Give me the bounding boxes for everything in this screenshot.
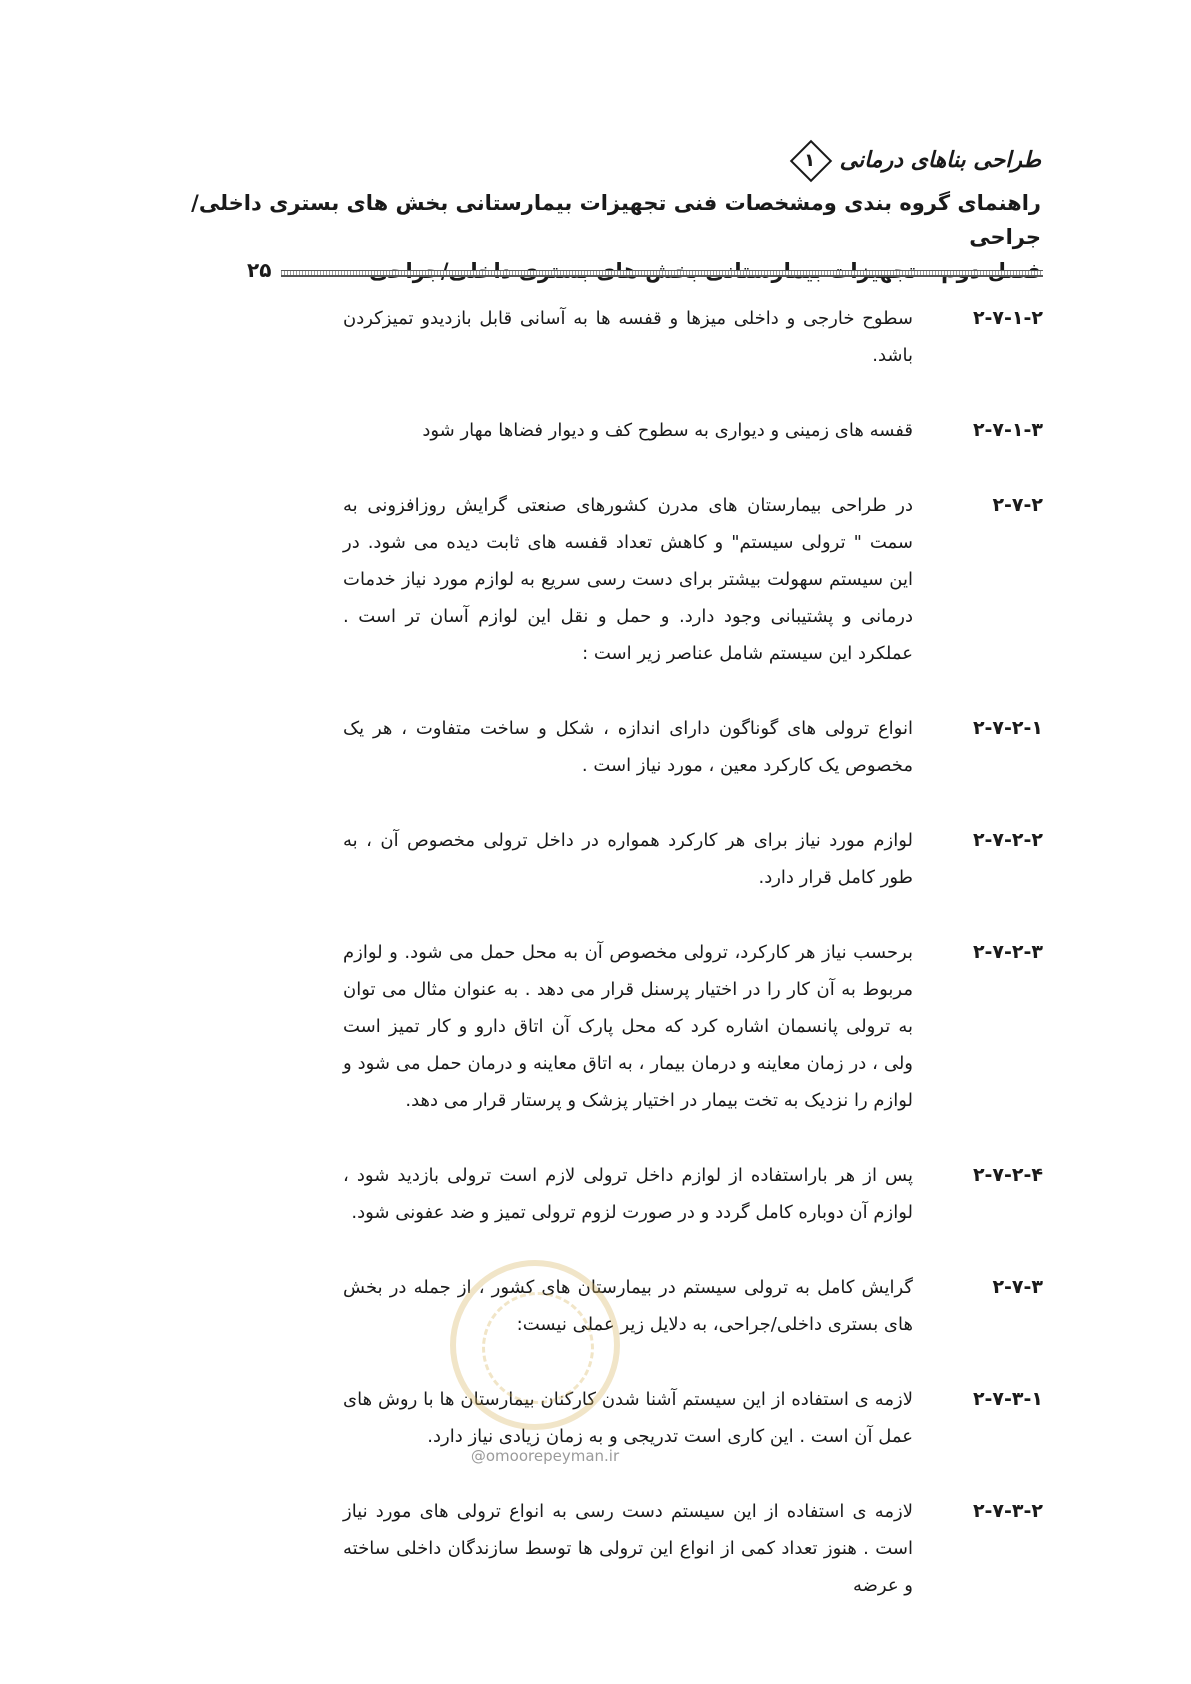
item-text: لوازم مورد نیاز برای هر کارکرد همواره در داخل ترولی مخصوص آن ، به طور کامل قرار دارد. xyxy=(343,830,913,888)
list-item xyxy=(243,1493,1043,1604)
item-number: ۲-۷-۲-۴ xyxy=(972,1164,1043,1186)
header-divider xyxy=(281,270,1043,277)
header-rule-row xyxy=(247,258,1043,284)
document-title: راهنمای گروه بندی ومشخصات فنی تجهیزات بیمارستانی بخش های بستری داخلی/جراحی xyxy=(191,191,1041,249)
list-item xyxy=(243,487,1043,672)
item-text: لازمه ی استفاده از این سیستم آشنا شدن کارکنان بیمارستان ها با روش های عمل آن است . این کاری است تدریجی و به زمان زیادی نیاز دارد. xyxy=(343,1389,913,1447)
item-number: ۲-۷-۳-۱ xyxy=(972,1388,1043,1410)
item-number: ۲-۷-۲ xyxy=(992,494,1043,516)
series-line xyxy=(141,138,1041,182)
item-number: ۲-۷-۲-۲ xyxy=(972,829,1043,851)
list-item xyxy=(243,412,1043,449)
item-text: گرایش کامل به ترولی سیستم در بیمارستان های کشور ، از جمله در بخش های بستری داخلی/جراحی، به دلایل زیر عملی نیست: xyxy=(343,1277,913,1335)
series-title: طراحی بناهای درمانی xyxy=(839,147,1041,173)
list-item xyxy=(243,1381,1043,1455)
list-item xyxy=(243,300,1043,374)
page-number: ۲۵ xyxy=(247,258,272,282)
item-number: ۲-۷-۲-۳ xyxy=(972,941,1043,963)
item-text: پس از هر باراستفاده از لوازم داخل ترولی لازم است ترولی بازدید شود ، لوازم آن دوباره کامل گردد و در صورت لزوم ترولی تمیز و ضد عفونی شود. xyxy=(343,1165,913,1223)
item-text: لازمه ی استفاده از این سیستم دست رسی به انواع ترولی های مورد نیاز است . هنوز تعداد کمی از انواع این ترولی ها توسط سازندگان داخلی ساخته و عرضه xyxy=(343,1501,913,1596)
item-text: انواع ترولی های گوناگون دارای اندازه ، شکل و ساخت متفاوت ، هر یک مخصوص یک کارکرد معین ، مورد نیاز است . xyxy=(343,718,913,776)
list-item xyxy=(243,934,1043,1119)
document-body xyxy=(243,300,1043,1642)
series-number: ۱ xyxy=(804,149,816,171)
watermark-site: @omoorepeyman.ir xyxy=(470,1447,620,1465)
item-text: سطوح خارجی و داخلی میزها و قفسه ها به آسانی قابل بازدیدو تمیزکردن باشد. xyxy=(343,308,913,366)
list-item xyxy=(243,710,1043,784)
list-item xyxy=(243,1269,1043,1343)
series-number-diamond-icon xyxy=(790,140,830,180)
item-number: ۲-۷-۳ xyxy=(992,1276,1043,1298)
item-text: برحسب نیاز هر کارکرد، ترولی مخصوص آن به محل حمل می شود. و لوازم مربوط به آن کار را در اختیار پرسنل قرار می دهد . به عنوان مثال می توان به ترولی پانسمان اشاره کرد که محل پارک آن اتاق دارو و کار تمیز است ولی ، در زمان معاینه و درمان بیمار ، به اتاق معاینه و درمان حمل می شود و لوازم را نزدیک به تخت بیمار در اختیار پزشک و پرستار قرار می دهد. xyxy=(343,942,913,1111)
list-item xyxy=(243,1157,1043,1231)
item-number: ۲-۷-۲-۱ xyxy=(972,717,1043,739)
item-number: ۲-۷-۱-۲ xyxy=(972,307,1043,329)
list-item xyxy=(243,822,1043,896)
item-number: ۲-۷-۱-۳ xyxy=(972,419,1043,441)
item-number: ۲-۷-۳-۲ xyxy=(972,1500,1043,1522)
item-text: در طراحی بیمارستان های مدرن کشورهای صنعتی گرایش روزافزونی به سمت " ترولی سیستم" و کاهش تعداد قفسه های ثابت دیده می شود. در این سیستم سهولت بیشتر برای دست رسی سریع به لوازم مورد نیاز خدمات درمانی و پشتیبانی وجود دارد. و حمل و نقل این لوازم آسان تر است . عملکرد این سیستم شامل عناصر زیر است : xyxy=(343,495,913,664)
item-text: قفسه های زمینی و دیواری به سطوح کف و دیوار فضاها مهار شود xyxy=(422,420,913,441)
